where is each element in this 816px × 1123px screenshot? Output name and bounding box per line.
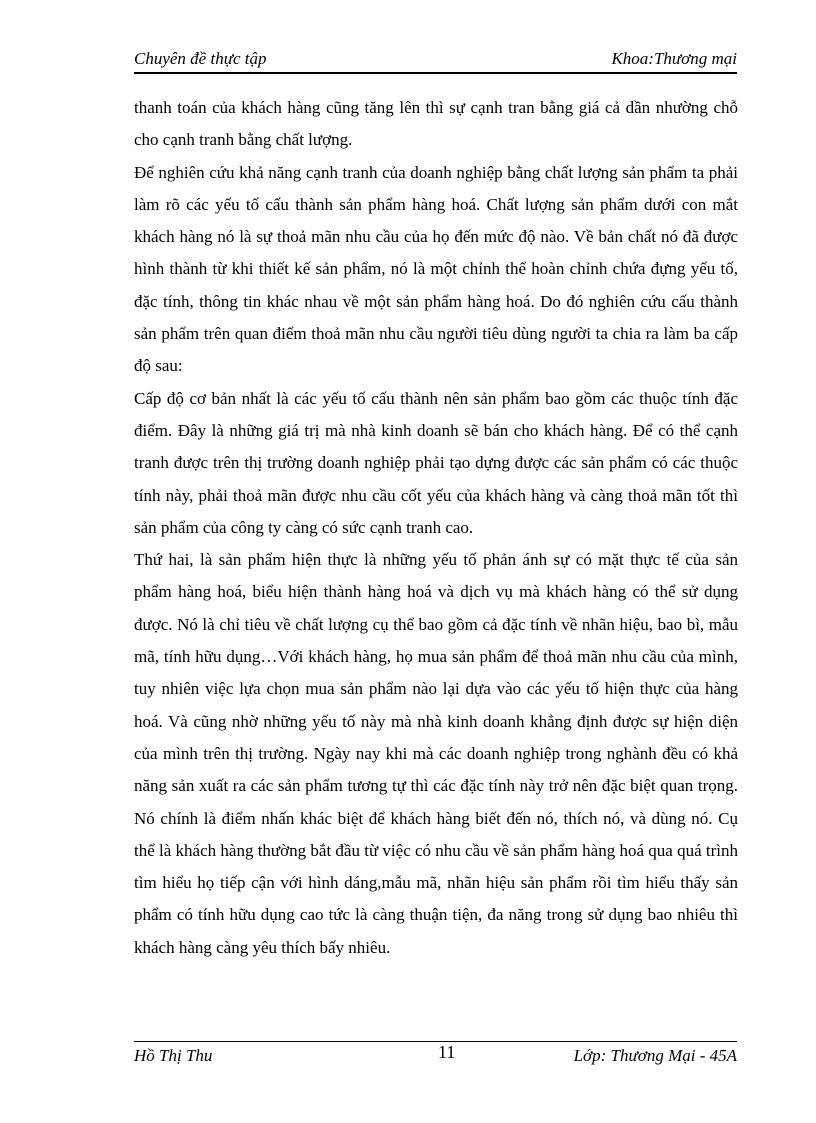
page-header [134,48,737,74]
paragraph-4: Thứ hai, là sản phẩm hiện thực là những yếu tố phản ánh sự có mặt thực tế của sản phẩm hàng hoá, biểu hiện thành hàng hoá và dịch vụ mà khách hàng có thể sử dụng được. Nó là chỉ tiêu về chất lượng cụ thể bao gồm cả đặc tính về nhãn hiệu, bao bì, mẫu mã, tính hữu dụng…Với khách hàng, họ mua sản phẩm để thoả mãn nhu cầu của mình, tuy nhiên việc lựa chọn mua sản phẩm nào lại dựa vào các yếu tố hiện thực của hàng hoá. Và cũng nhờ những yếu tố này mà nhà kinh doanh khẳng định được sự hiện diện của mình trên thị trường. Ngày nay khi mà các doanh nghiệp trong nghành đều có khả năng sản xuất ra các sản phẩm tương tự thì các đặc tính này trở nên đặc biệt quan trọng. Nó chính là điểm nhấn khác biệt để khách hàng biết đến nó, thích nó, và dùng nó. Cụ thể là khách hàng thường bắt đầu từ việc có nhu cầu về sản phẩm hàng hoá qua quá trình tìm hiểu họ tiếp cận với hình dáng,mẫu mã, nhãn hiệu sản phẩm rồi tìm hiểu thấy sản phẩm có tính hữu dụng cao tức là càng thuận tiện, đa năng trong sử dụng bao nhiêu thì khách hàng càng yêu thích bấy nhiêu. [134,550,738,957]
paragraph-3: Cấp độ cơ bản nhất là các yếu tố cấu thành nên sản phẩm bao gồm các thuộc tính đặc điểm. Đây là những giá trị mà nhà kinh doanh sẽ bán cho khách hàng. Để có thể cạnh tranh được trên thị trường doanh nghiệp phải tạo dựng được các sản phẩm có các thuộc tính này, phải thoả mãn được nhu cầu cốt yếu của khách hàng và càng thoả mãn tốt thì sản phẩm của công ty càng có sức cạnh tranh cao. [134,388,738,537]
page-footer [134,1041,737,1068]
footer-class: Lớp: Thương Mại - 45A [573,1046,737,1065]
paragraph-2: Để nghiên cứu khả năng cạnh tranh của doanh nghiệp bằng chất lượng sản phẩm ta phải làm rõ các yếu tố cấu thành sản phẩm hàng hoá. Chất lượng sản phẩm dưới con mắt khách hàng nó là sự thoả mãn nhu cầu của họ đến mức độ nào. Về bản chất nó đã được hình thành từ khi thiết kế sản phẩm, nó là một chỉnh thể hoàn chỉnh chứa đựng yếu tố, đặc tính, thông tin khác nhau về một sản phẩm hàng hoá. Do đó nghiên cứu cấu thành sản phẩm trên quan điểm thoả mãn nhu cầu người tiêu dùng người ta chia ra làm ba cấp độ sau: [134,162,738,376]
header-document-type: Chuyên đề thực tập [134,49,267,68]
document-body [134,92,738,964]
header-faculty: Khoa:Thương mại [611,49,737,68]
page-number: 11 [438,1042,456,1062]
paragraph-1: thanh toán của khách hàng cũng tăng lên thì sự cạnh tran bằng giá cả dần nhường chỗ cho cạnh tranh bằng chất lượng. [134,98,738,150]
footer-author: Hồ Thị Thu [134,1046,213,1065]
